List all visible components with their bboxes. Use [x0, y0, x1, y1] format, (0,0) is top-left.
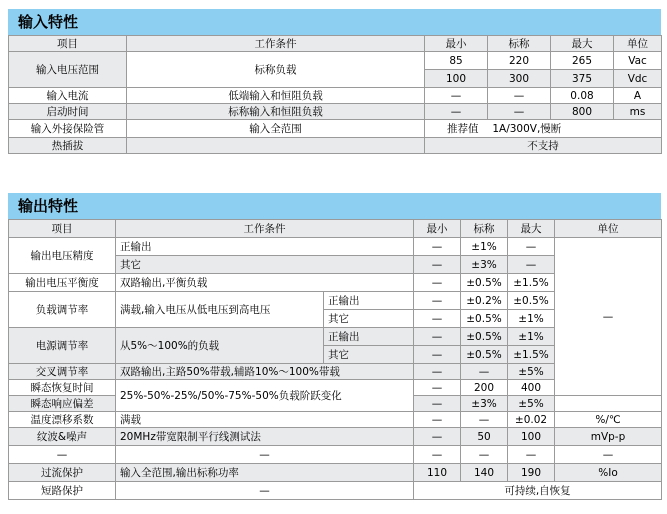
line-reg-sub-other: 其它 — [324, 346, 414, 364]
header-item: 项目 — [9, 220, 116, 238]
cross-reg-max: ±5% — [508, 364, 555, 380]
table-row — [9, 104, 662, 120]
input-voltage-dc-unit: Vdc — [614, 70, 662, 88]
startup-time-max: 800 — [551, 104, 614, 120]
fuse-label: 输入外接保险管 — [9, 120, 127, 138]
header-max: 最大 — [508, 220, 555, 238]
transient-recovery-max: 400 — [508, 380, 555, 396]
input-current-min: — — [425, 88, 488, 104]
transient-deviation-unit — [555, 396, 662, 412]
ripple-label: 纹波&噪声 — [9, 428, 116, 446]
table-row — [9, 238, 662, 256]
line-reg-positive-min: — — [414, 328, 461, 346]
accuracy-positive-nom: ±1% — [461, 238, 508, 256]
short-cond: — — [116, 482, 414, 500]
startup-time-unit: ms — [614, 104, 662, 120]
line-reg-label: 电源调节率 — [9, 328, 116, 364]
short-label: 短路保护 — [9, 482, 116, 500]
hotplug-value: 不支持 — [425, 138, 662, 154]
input-voltage-dc-nom: 300 — [488, 70, 551, 88]
ripple-min: — — [414, 428, 461, 446]
header-unit: 单位 — [614, 36, 662, 52]
hotplug-label: 热插拔 — [9, 138, 127, 154]
transient-deviation-nom: ±3% — [461, 396, 508, 412]
startup-time-label: 启动时间 — [9, 104, 127, 120]
line-reg-other-max: ±1.5% — [508, 346, 555, 364]
fuse-condition: 输入全范围 — [127, 120, 425, 138]
table-row — [9, 482, 662, 500]
load-reg-other-min: — — [414, 310, 461, 328]
load-reg-cond: 满载,输入电压从低电压到高电压 — [116, 292, 324, 328]
output-section-title: 输出特性 — [8, 193, 661, 219]
cross-reg-cond: 双路输出,主路50%带载,辅路10%～100%带载 — [116, 364, 414, 380]
input-current-label: 输入电流 — [9, 88, 127, 104]
table-row — [9, 428, 662, 446]
ripple-cond: 20MHz带宽限制平行线测试法 — [116, 428, 414, 446]
balance-label: 输出电压平衡度 — [9, 274, 116, 292]
ripple-nom: 50 — [461, 428, 508, 446]
accuracy-other-nom: ±3% — [461, 256, 508, 274]
transient-recovery-min: — — [414, 380, 461, 396]
table-row — [9, 412, 662, 428]
transient-deviation-max: ±5% — [508, 396, 555, 412]
accuracy-other-min: — — [414, 256, 461, 274]
load-reg-other-nom: ±0.5% — [461, 310, 508, 328]
line-reg-positive-nom: ±0.5% — [461, 328, 508, 346]
header-item: 项目 — [9, 36, 127, 52]
blank-row-nom: — — [461, 446, 508, 464]
input-section-title: 输入特性 — [8, 9, 661, 35]
load-reg-positive-nom: ±0.2% — [461, 292, 508, 310]
fuse-value: 推荐值 1A/300V,慢断 — [425, 120, 662, 138]
overcurrent-unit: %Io — [555, 464, 662, 482]
startup-time-min: — — [425, 104, 488, 120]
transient-cond: 25%-50%-25%/50%-75%-50%负载阶跃变化 — [116, 380, 414, 412]
cross-reg-label: 交叉调节率 — [9, 364, 116, 380]
hotplug-empty — [127, 138, 425, 154]
balance-cond: 双路输出,平衡负载 — [116, 274, 414, 292]
accuracy-positive-min: — — [414, 238, 461, 256]
startup-time-condition: 标称输入和恒阻负载 — [127, 104, 425, 120]
blank-row-cond: — — [116, 446, 414, 464]
temp-drift-label: 温度漂移系数 — [9, 412, 116, 428]
balance-nom: ±0.5% — [461, 274, 508, 292]
temp-drift-min: — — [414, 412, 461, 428]
cross-reg-min: — — [414, 364, 461, 380]
short-value: 可持续,自恢复 — [414, 482, 662, 500]
input-spec-table — [8, 35, 662, 154]
table-row — [9, 138, 662, 154]
temp-drift-nom: — — [461, 412, 508, 428]
table-row — [9, 120, 662, 138]
input-current-unit: A — [614, 88, 662, 104]
header-condition: 工作条件 — [127, 36, 425, 52]
line-reg-other-nom: ±0.5% — [461, 346, 508, 364]
output-spec-table — [8, 219, 662, 500]
input-current-max: 0.08 — [551, 88, 614, 104]
input-voltage-dc-max: 375 — [551, 70, 614, 88]
header-nom: 标称 — [461, 220, 508, 238]
blank-row-label: — — [9, 446, 116, 464]
input-voltage-range-label: 输入电压范围 — [9, 52, 127, 88]
table-row — [9, 464, 662, 482]
blank-row-max: — — [508, 446, 555, 464]
blank-row-min: — — [414, 446, 461, 464]
accuracy-positive-max: — — [508, 238, 555, 256]
table-row — [9, 88, 662, 104]
transient-recovery-nom: 200 — [461, 380, 508, 396]
transient-recovery-label: 瞬态恢复时间 — [9, 380, 116, 396]
load-reg-other-max: ±1% — [508, 310, 555, 328]
accuracy-cond-positive: 正输出 — [116, 238, 414, 256]
header-condition: 工作条件 — [116, 220, 414, 238]
transient-deviation-min: — — [414, 396, 461, 412]
ripple-max: 100 — [508, 428, 555, 446]
load-reg-label: 负载调节率 — [9, 292, 116, 328]
overcurrent-min: 110 — [414, 464, 461, 482]
input-voltage-ac-nom: 220 — [488, 52, 551, 70]
blank-row-unit: — — [555, 446, 662, 464]
header-nom: 标称 — [488, 36, 551, 52]
shared-unit-cell: — — [555, 238, 662, 396]
input-current-nom: — — [488, 88, 551, 104]
load-reg-positive-max: ±0.5% — [508, 292, 555, 310]
temp-drift-cond: 满载 — [116, 412, 414, 428]
cross-reg-nom: — — [461, 364, 508, 380]
header-min: 最小 — [425, 36, 488, 52]
ripple-unit: mVp-p — [555, 428, 662, 446]
input-voltage-ac-min: 85 — [425, 52, 488, 70]
input-voltage-range-condition: 标称负载 — [127, 52, 425, 88]
overcurrent-cond: 输入全范围,输出标称功率 — [116, 464, 414, 482]
table-row — [9, 446, 662, 464]
line-reg-positive-max: ±1% — [508, 328, 555, 346]
load-reg-sub-other: 其它 — [324, 310, 414, 328]
load-reg-sub-positive: 正输出 — [324, 292, 414, 310]
accuracy-label: 输出电压精度 — [9, 238, 116, 274]
transient-deviation-label: 瞬态响应偏差 — [9, 396, 116, 412]
input-current-condition: 低端输入和恒阻负载 — [127, 88, 425, 104]
line-reg-cond: 从5%～100%的负载 — [116, 328, 324, 364]
balance-min: — — [414, 274, 461, 292]
accuracy-cond-other: 其它 — [116, 256, 414, 274]
line-reg-other-min: — — [414, 346, 461, 364]
header-min: 最小 — [414, 220, 461, 238]
load-reg-positive-min: — — [414, 292, 461, 310]
startup-time-nom: — — [488, 104, 551, 120]
temp-drift-max: ±0.02 — [508, 412, 555, 428]
header-max: 最大 — [551, 36, 614, 52]
line-reg-sub-positive: 正输出 — [324, 328, 414, 346]
header-unit: 单位 — [555, 220, 662, 238]
overcurrent-nom: 140 — [461, 464, 508, 482]
overcurrent-max: 190 — [508, 464, 555, 482]
temp-drift-unit: %/℃ — [555, 412, 662, 428]
table-row — [9, 52, 662, 70]
overcurrent-label: 过流保护 — [9, 464, 116, 482]
input-voltage-dc-min: 100 — [425, 70, 488, 88]
accuracy-other-max: — — [508, 256, 555, 274]
input-voltage-ac-max: 265 — [551, 52, 614, 70]
balance-max: ±1.5% — [508, 274, 555, 292]
table-header-row — [9, 36, 662, 52]
input-voltage-ac-unit: Vac — [614, 52, 662, 70]
table-header-row — [9, 220, 662, 238]
